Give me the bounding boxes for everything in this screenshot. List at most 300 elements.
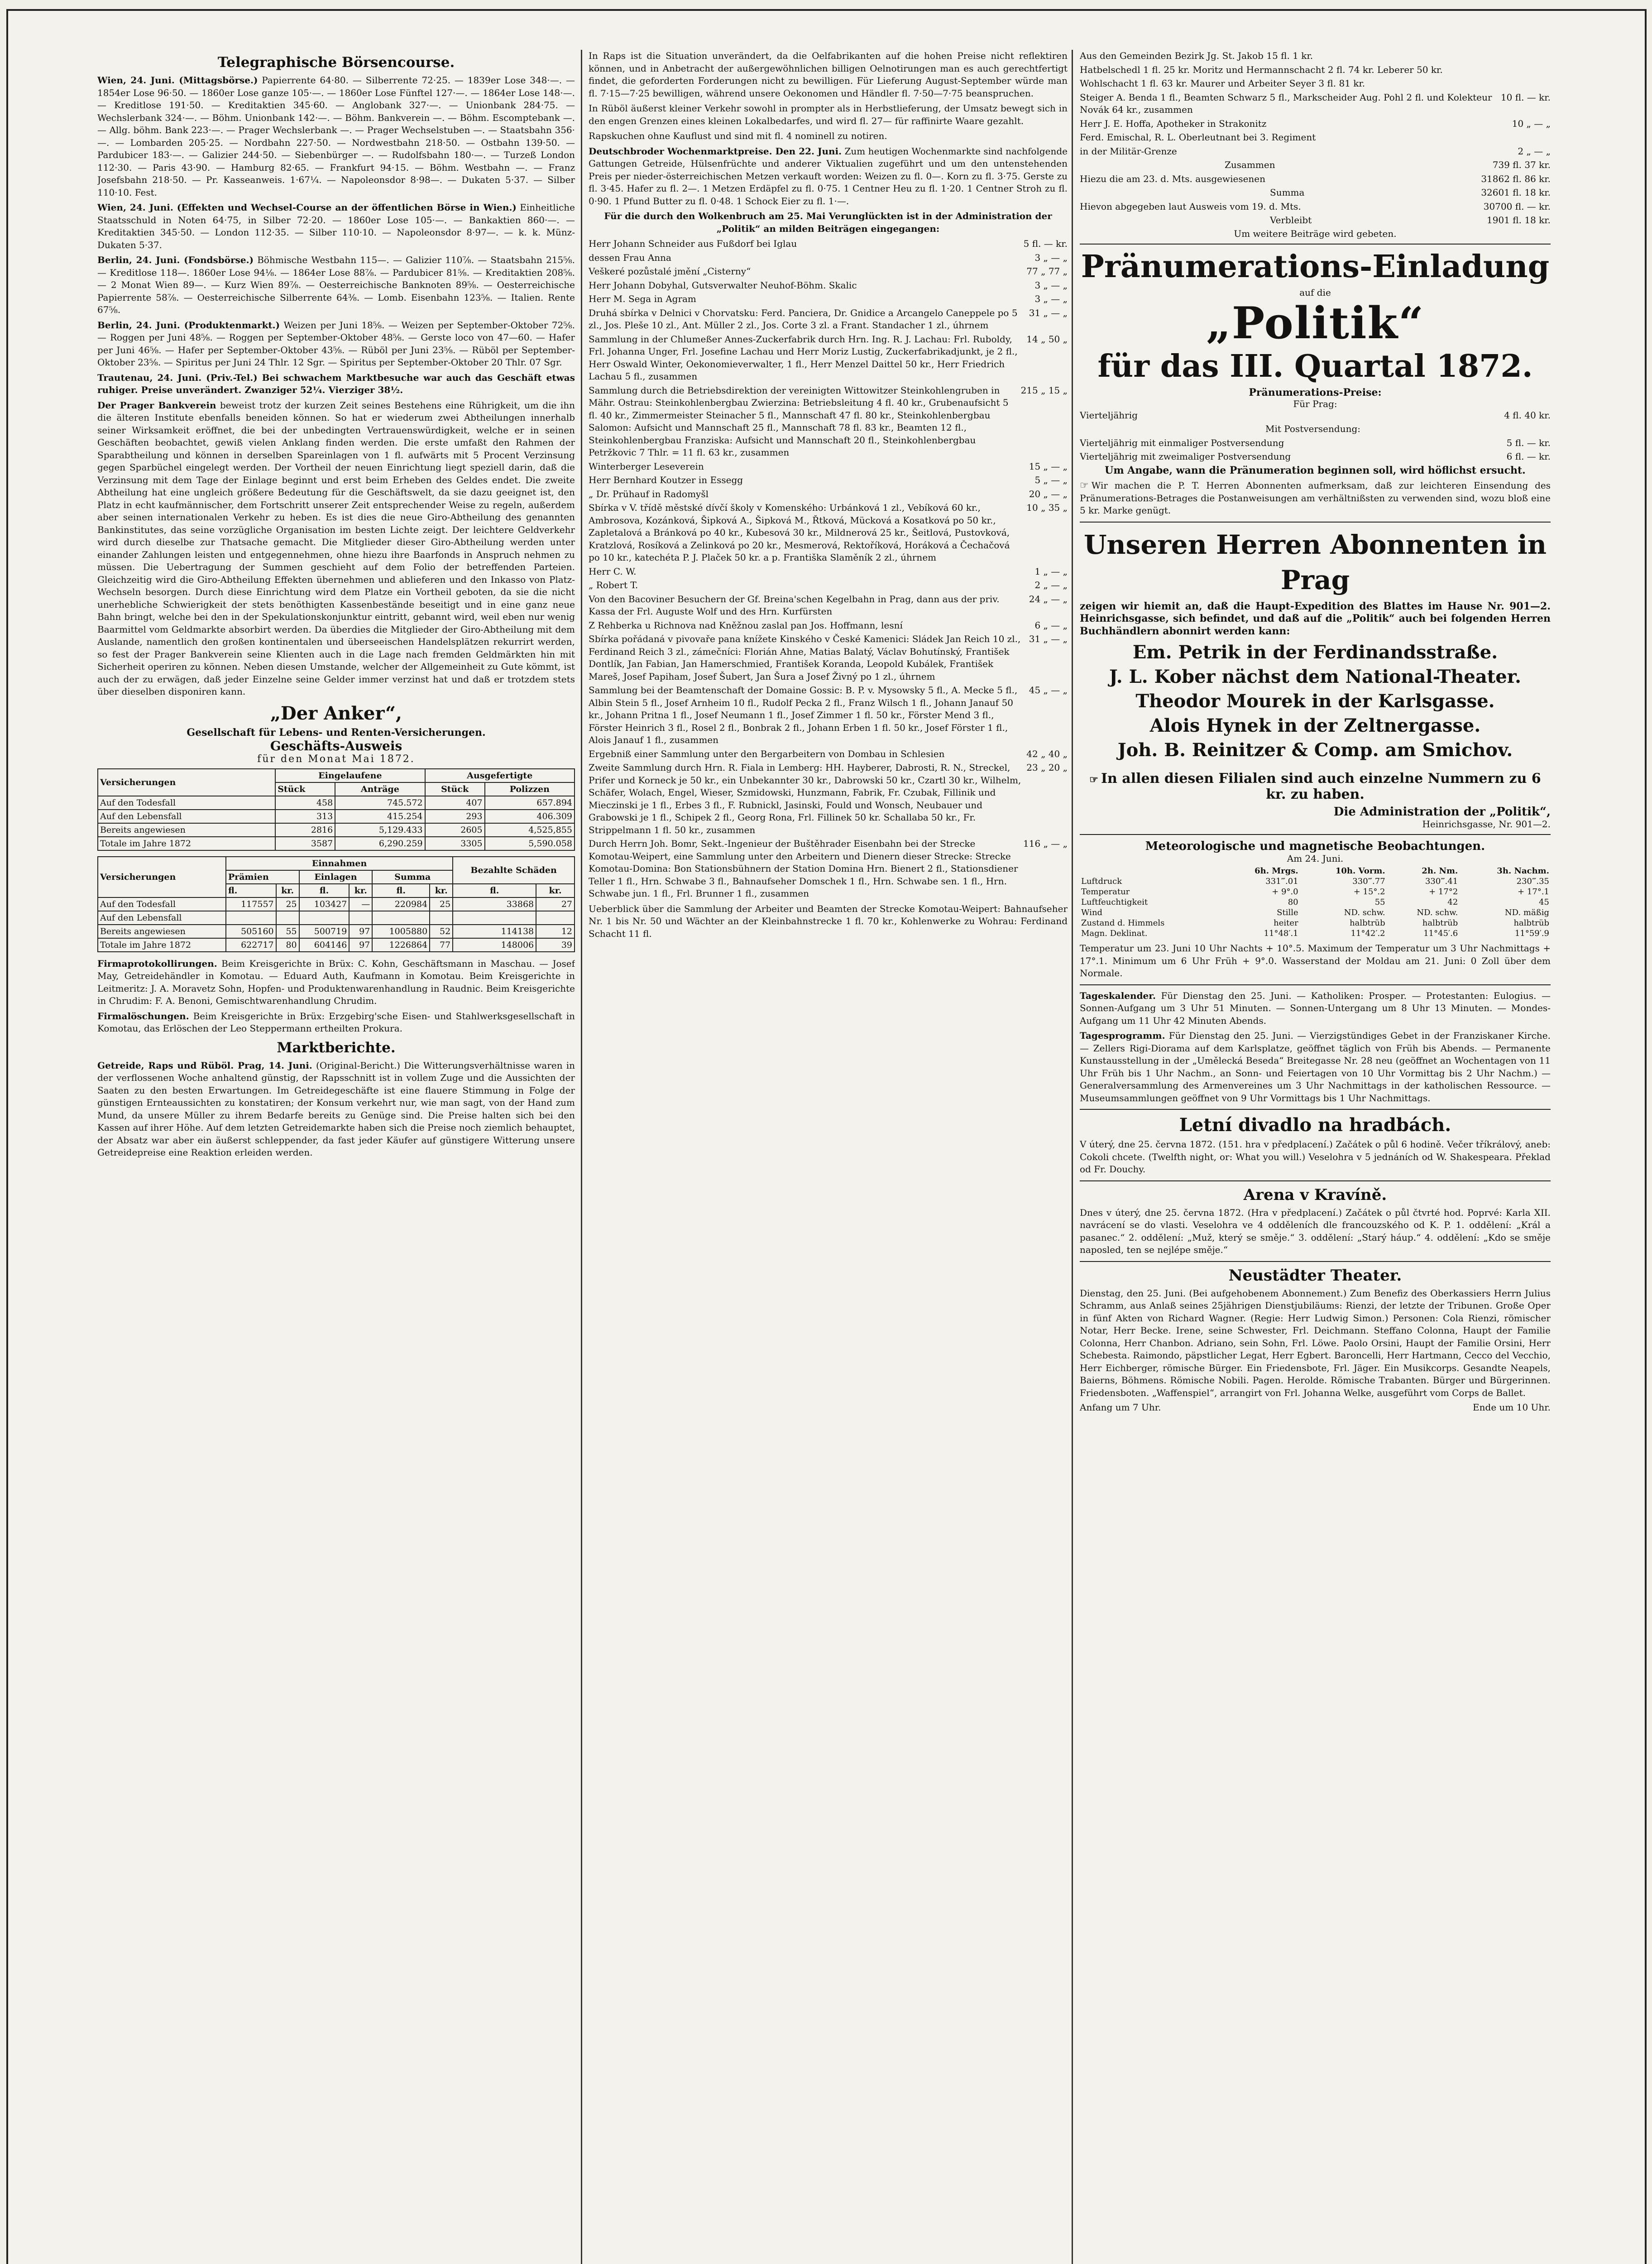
vienna1-header: Wien, 24. Juni. (Mittagsbörse.) (97, 75, 258, 86)
table-cell: 55 (1374, 897, 1385, 907)
divider (1080, 1180, 1551, 1181)
table-cell: 148006 (453, 938, 536, 952)
anfang-label: Anfang um 7 Uhr. (1080, 1402, 1161, 1413)
donor-text: Sammlung in der Chlumeßer Annes-Zuckerfabrik durch Hrn. Ing. R. J. Lachau: Frl. Ruboldy, Frl. Johanna Unger, Frl. Josefine Lachau und Herr Moriz Lustig, Zuckerfabrikadjunkt, je 2 fl., Herr Oswald Winter, Oekonomieverwalter, 1 fl., Herr Menzel Daittel 50 kr., Herr Friedrich Lachau 5 fl., zusammen (589, 333, 1018, 382)
donor-text: Herr J. E. Hoffa, Apotheker in Strakonitz (1080, 118, 1267, 129)
table-cell: 415.254 (335, 810, 425, 823)
table-cell (299, 911, 350, 925)
total-amount: 1901 fl. 18 kr. (1487, 215, 1551, 225)
table-header: fl. (226, 884, 276, 897)
divider (1080, 1261, 1551, 1262)
table-cell: 11°42′.2 (1350, 929, 1385, 938)
anker-subtitle: Gesellschaft für Lebens- und Renten-Versicherungen. (187, 726, 486, 739)
table-header: 2h. Nm. (1422, 866, 1458, 876)
donor-text: Z Rehberka u Richnova nad Kněžnou zaslal pan Jos. Hoffmann, lesní (589, 619, 903, 631)
donor-text: Sammlung durch die Betriebsdirektion der vereinigten Wittowitzer Steinkohlengruben in Mähr. Ostrau: Steinkohlenbergbau Zwierzina: Betriebsleitung 4 fl. 40 kr., Grubenaufsicht 5 fl. 40 kr., Zimmermeister Steinacher 5 fl., Mannschaft 47 fl. 80 kr., Steinkohlenbergbau Salomon: Aufsicht und Mannschaft 25 fl., Mannschaft 78 fl. 83 kr., Beamten 12 fl., Steinkohlenbergbau Franziska: Aufsicht und Mannschaft 20 fl., Steinkohlenbergbau Petržkovic 7 Thlr. = 11 fl. 63 kr., zusammen (589, 384, 1009, 458)
admin-address: Heinrichsgasse, Nr. 901—2. (1422, 819, 1551, 830)
donor-text: Sbírka v V. třídě městské dívčí školy v Komenského: Urbánková 1 zl., Vebíková 60 kr., Ambrosova, Kozánková, Šipková A., Šipková M., Řtková, Mücková a Kosatková po 50 kr., Zapletalová a Bránková po 40 kr., Kubesová 30 kr., Mildnerová 25 kr., Šeitlová, Pustovková, Kratzlová, Rosíková a Zelinková po 20 kr., Mesmerová, Rektoříková, Horáková a Čechačová po 10 kr., katechéta P. J. Plaček 50 kr. a p. Františka Slaměník 2 zl., úhrnem (589, 502, 1010, 563)
table-row (98, 796, 575, 810)
tagesprogramm-body: Für Dienstag den 25. Juni. — Vierzigstündiges Gebet in der Franziskaner Kirche. — Zellers Rigi-Diorama auf dem Karlsplatze, geöffnet täglich von Früh bis Abends. — Permanente Kunstausstellung in der „Umělecká Beseda“ Breitegasse Nr. 28 neu (geöffnet an Wochentagen von 11 Uhr Früh bis 1 Uhr Nachm., an Sonn- und Feiertagen von 10 Uhr Vormittag bis 2 Uhr Nachm.) — Generalversammlung des Armenvereines um 3 Uhr Nachmittags in der katholischen Ressource. — Museumsammlungen geöffnet von 9 Uhr Vormittags bis 1 Uhr Nachmittags. (1080, 1030, 1551, 1103)
table-cell: 12 (536, 925, 575, 938)
list-item (589, 293, 1068, 306)
list-item (589, 838, 1068, 900)
total-label: Summa (1270, 187, 1305, 198)
donor-amount: 6 „ — „ (1034, 619, 1068, 631)
table-header: Versicherungen (98, 769, 275, 796)
table-row (1080, 887, 1551, 897)
table-row (98, 823, 575, 837)
table-cell: 313 (275, 810, 335, 823)
divider (1080, 244, 1551, 245)
table-row (98, 938, 575, 952)
berlin1-header: Berlin, 24. Juni. (Fondsbörse.) (97, 254, 254, 265)
table-row (98, 911, 575, 925)
divider (1080, 834, 1551, 835)
table-cell: + 9°.0 (1272, 887, 1298, 897)
total-amount: 30700 fl. — kr. (1483, 201, 1551, 212)
donor-text: „ Robert T. (589, 580, 638, 590)
donor-text: Herr Johann Schneider aus Fußdorf bei Iglau (589, 238, 797, 249)
shop-item: J. L. Kober nächst dem National-Theater. (1109, 666, 1522, 687)
list-item (589, 488, 1068, 501)
table-cell: 52 (430, 925, 453, 938)
table-cell: Bereits angewiesen (98, 925, 226, 938)
donor-text: Sbírka pořádaná v pivovaře pana knížete Kinského v České Kamenici: Sládek Jan Reich 10 zl., Ferdinand Reich 3 zl., zámečníci: Florián Ahne, Matias Balatý, Václav Bohutínský, František Dontlík, Jan Fabian, Jan Hamerschmied, František Koranda, Leopold Kubálek, František Mareš, Josef Papiham, Josef Šubert, Jan Šura a Josef Živný po 1 zl., úhrnem (589, 633, 1021, 682)
donor-text: Ferd. Emischal, R. L. Oberleutnant bei 3. Regiment (1080, 132, 1316, 143)
donor-text: Herr C. W. (589, 566, 637, 577)
pointing-hand-icon: ☞ (1089, 774, 1098, 786)
donor-amount: 10 „ — „ (1512, 118, 1551, 129)
berlin2-header: Berlin, 24. Juni. (Produktenmarkt.) (97, 319, 280, 331)
list-item (589, 474, 1068, 487)
table-cell (372, 911, 430, 925)
table-cell (430, 911, 453, 925)
table-header: kr. (430, 884, 453, 897)
fuer-prag: Für Prag: (1293, 398, 1337, 409)
donor-amount: 20 „ — „ (1029, 488, 1068, 499)
donor-text: Ergebniß einer Sammlung unter den Bergarbeitern von Dombau in Schlesien (589, 748, 945, 759)
table-cell (276, 911, 299, 925)
donor-amount: 10 „ 35 „ (1026, 502, 1068, 513)
table-cell: Luftdruck (1081, 877, 1122, 886)
table-cell: 103427 (299, 897, 350, 911)
price-amount: 4 fl. 40 kr. (1504, 409, 1551, 421)
total-label: Hiezu die am 23. d. Mts. ausgewiesenen (1080, 173, 1266, 184)
list-item (589, 566, 1068, 578)
total-row (1080, 201, 1551, 213)
table-cell (226, 911, 276, 925)
table-cell: 27 (536, 897, 575, 911)
donor-text: Sammlung bei der Beamtenschaft der Domaine Gossic: B. P. v. Mysowsky 5 fl., A. Mecke 5 fl., Albin Stein 5 fl., Josef Arnheim 10 fl., Rudolf Pecka 2 fl., Franz Wilsch 1 fl., Johann Janauf 50 kr., Johann Pritna 1 fl., Josef Neumann 1 fl., Josef Zimmer 1 fl. 50 kr., Förster Mend 3 fl., Förster Heinrich 3 fl., Rosel 2 fl., Bonbrak 2 fl., Johann Erben 1 fl. 50 kr., Josef Förster 1 fl., Alois Janauf 1 fl., zusammen (589, 685, 1018, 745)
table-cell: 114138 (453, 925, 536, 938)
bankverein-body: beweist trotz der kurzen Zeit seines Bestehens eine Rührigkeit, um die ihn die älteren Institute ebenfalls beneiden können. So hat er wiederum zwei Abtheilungen innerhalb seiner Wirksamkeit eröffnet, die bei der unbedingten Vertrauenswürdigkeit, welche er in seinen Geschäften beobachtet, gewiß vielen Anklang finden werden. Die erste umfaßt den Rahmen der Sparabtheilung und können in derselben Spareinlagen von 1 fl. aufwärts mit 5 Procent Verzinsung gegen Sparbüchel eingelegt werden. Der Vortheil der neuen Einrichtung liegt speziell darin, daß die Verzinsung mit dem Tage der Einlage beginnt und erst beim Erheben des Geldes endet. Die zweite Abtheilung hat eine ungleich größere Bedeutung für die Geschäftswelt, da sie dazu geeignet ist, den Platz in echt kaufmännischer, dem Fortschritt unserer Zeit entsprechender Weise zu regeln, außerdem aber seinen internationalen Verkehr zu heben. Es ist dies die neue Giro-Abtheilung des genannten Bankinstitutes, das seine vorzügliche Organisation im besten Lichte zeigt. Der leichtere Geldverkehr wird durch dieselbe zur Thatsache gemacht. Die Mitglieder dieser Giro-Abtheilung werden unter einander Zahlungen leisten und entgegennehmen, ohne hiezu ihre Baarfonds in Anspruch nehmen zu müssen. Die Uebertragung der Summen geschieht auf dem Folio der betreffenden Parteien. Gleichzeitig wird die Giro-Abtheilung Effekten übernehmen und ablieferen und den Inkasso von Platz-Wechseln besorgen. Durch diese Einrichtung wird dem Platze ein Vortheil geboten, da sie die nicht unerhebliche Schwierigkeit der stets benöthigten Kassenbestände beseitigt und in eine ganz neue Bahn bringt, welche bei den in der Spekulationskonjunktur eintritt, gebannt wird, weil eben nur wenig Baarmittel vom Geldmarkte absorbirt werden. Da überdies die Mitglieder der Giro-Abtheilung mit dem Auslande, namentlich den großen kontinentalen und überseeischen Handelsplätzen rekurrirt werden, so fest der Prager Bankverein seine Klienten auch in die Lage nach fremden Geldmärkten hin mit Sicherheit operiren zu können. Neben diesen Umstande, welcher der Allgemeinheit zu Gute kömmt, ist auch der zu erwägen, daß jeder Einzelne seine Gelder immer verzinst hat und daß er trotzdem stets über dieselben disponiren kann. (97, 399, 575, 697)
table-cell: + 15°.2 (1353, 887, 1385, 897)
anker-title: „Der Anker“, (270, 702, 402, 724)
donor-text: Herr M. Sega in Agram (589, 293, 696, 304)
table-cell: Wind (1081, 908, 1103, 917)
table-cell: Zustand d. Himmels (1081, 918, 1165, 928)
table-cell: + 17°2 (1429, 887, 1458, 897)
table-cell: 33868 (453, 897, 536, 911)
anker-month: für den Monat Mai 1872. (257, 753, 415, 765)
table-header: 10h. Vorm. (1335, 866, 1385, 876)
arena-body: Dnes v úterý, dne 25. června 1872. (Hra v předplacení.) Začátek o půl čtvrté hod. Poprvé: Karla XII. navrácení se do vlasti. Veselohra ve 4 odděleních dle francouzského od K. P. 1. oddělení: „Král a pasanec.“ 2. oddělení: „Muž, který se směje.“ 3. oddělení: „Starý háup.“ 4. oddělení: „Kdo se směje naposled, ten se nejlépe směje.“ (1080, 1207, 1551, 1255)
top-list (1080, 50, 1551, 158)
abonnenten-title: Unseren Herren Abonnenten in Prag (1083, 529, 1547, 595)
shop-item: Joh. B. Reinitzer & Comp. am Smichov. (1117, 739, 1513, 761)
praenumeration-title: Pränumerations-Einladung (1081, 248, 1550, 285)
list-item (1080, 77, 1551, 90)
weitere-note: Um weitere Beiträge wird gebeten. (1234, 228, 1397, 239)
donor-amount: 15 „ — „ (1029, 460, 1068, 472)
markt-header: Marktberichte. (277, 1039, 396, 1056)
pointing-hand-icon: ☞ (1080, 480, 1089, 491)
loeschung-header: Firmalöschungen. (97, 1010, 189, 1022)
table-cell: 6,290.259 (335, 837, 425, 850)
total-row (1080, 159, 1551, 172)
donor-text: Zweite Sammlung durch Hrn. R. Fiala in Lemberg: HH. Hayberer, Dabrosti, R. N., Streckel, Prifer und Korneck je 50 kr., ein Unbekannter 30 kr., Dabrowski 50 kr., Czartl 30 kr., Wilhelm, Schäfer, Wolach, Engel, Wieser, Szmidowski, Hunzmann, Fabrik, Fr. Czubak, Fillinik und Mieczinski je 1 fl., Erbes 3 fl., F. Rubnickl, Jasinski, Fould und Wonsch, Neubauer und Grabowski je 1 fl., Schipek 2 fl., Georg Rona, Frl. Fillinek 50 kr. Schallaba 50 kr., Fr. Strippelmann 1 fl. 50 kr., zusammen (589, 762, 1021, 835)
trautenau-body: Bei schwachem Marktbesuche war auch das Geschäft etwas ruhiger. Preise unverändert. Zwanziger 52¼. Vierziger 38½. (97, 372, 575, 395)
table-cell: Bereits angewiesen (98, 823, 275, 837)
total-label: Zusammen (1225, 159, 1275, 170)
neustaedter-body: Dienstag, den 25. Juni. (Bei aufgehobenem Abonnement.) Zum Benefiz des Oberkassiers Herrn Julius Schramm, aus Anlaß seines 25jährigen Dienstjubiläums: Rienzi, der letzte der Tribunen. Große Oper in fünf Akten von Richard Wagner. (Regie: Herr Ludwig Simon.) Personen: Cola Rienzi, römischer Notar, Herr Becke. Irene, seine Schwester, Frl. Deichmann. Steffano Colonna, Haupt der Familie Colonna, Herr Chanbon. Adriano, sein Sohn, Frl. Löwe. Paolo Orsini, Haupt der Familie Orsini, Herr Schebesta. Raimondo, päpstlicher Legat, Herr Egbert. Baroncelli, Herr Hartmann, Cecco del Vecchio, Herr Eichberger, römische Bürger. Ein Friedensbote, Frl. Jäger. Ein Musikcorps. Gesandte Neapels, Baierns, Böhmens. Römische Nobili. Pagen. Herolde. Römische Trabanten. Bürger und Bürgerinnen. Friedensboten. „Waffenspiel“, arrangirt von Frl. Johanna Welke, ausgeführt vom Corps de Ballet. (1080, 1287, 1551, 1398)
total-amount: 31862 fl. 86 kr. (1481, 173, 1551, 184)
table-cell: 407 (425, 796, 485, 810)
price-label: Vierteljährig mit einmaliger Postversendung (1080, 437, 1284, 448)
donor-amount: 5 „ — „ (1034, 475, 1068, 485)
table-header: fl. (453, 884, 536, 897)
table-cell: ND. schw. (1344, 908, 1385, 917)
table-cell: Totale im Jahre 1872 (98, 837, 275, 850)
donor-text: Winterberger Leseverein (589, 460, 704, 472)
shop-item: Alois Hynek in der Zeltnergasse. (1149, 715, 1481, 736)
list-item (589, 279, 1068, 292)
table-cell: 3587 (275, 837, 335, 850)
bankverein-header: Der Prager Bankverein (97, 399, 216, 411)
rueboel-text: In Rüböl äußerst kleiner Verkehr sowohl in prompter als in Herbstlieferung, der Umsatz bewegt sich in den engen Grenzen eines kleinen Lokalbedarfes, und wird fl. 27— für raffinirte Waare gezahlt. (589, 103, 1068, 126)
shop-item: Theodor Mourek in der Karlsgasse. (1135, 691, 1495, 712)
deutschbrod-body: Zum heutigen Wochenmarkte sind nachfolgende Gattungen Getreide, Hülsenfrüchte und anderer Viktualien zugeführt und um den untenstehenden Preis per nieder-österreichischen Metzen verkauft worden: Weizen zu fl. 0—. Korn zu fl. 3·75. Gerste zu fl. 3·45. Hafer zu fl. 2—. 1 Metzen Erdäpfel zu fl. 0·75. 1 Centner Heu zu fl. 1·20. 1 Centner Stroh zu fl. 0·90. 1 Pfund Butter zu fl. 0·48. 1 Schock Eier zu fl. 1·—. (589, 145, 1068, 206)
column-right (1080, 50, 1551, 2264)
raps-total-note: Ueberblick über die Sammlung der Arbeiter und Beamten der Strecke Komotau-Weipert: Bahnaufseher Nr. 1 bis Nr. 50 und Wächter an der Kleinbahnstrecke 1 fl. 70 kr., Kohlenwerke zu Wohrau: Ferdinand Schacht 11 fl. (589, 903, 1068, 939)
tagesprogramm-title: Tagesprogramm. (1080, 1030, 1165, 1041)
ende-label: Ende um 10 Uhr. (1473, 1402, 1551, 1413)
column-divider (581, 50, 582, 2264)
total-row (1080, 173, 1551, 186)
table-row (98, 897, 575, 911)
vienna2-header: Wien, 24. Juni. (Effekten und Wechsel-Course an der öffentlichen Börse in Wien.) (97, 202, 517, 213)
donor-amount: 1 „ — „ (1034, 566, 1068, 577)
getreide-body: (Original-Bericht.) Die Witterungsverhältnisse waren in der verflossenen Woche anhaltend günstig, der Rapsschnitt ist in vollem Zuge und die Aussichten der Saaten zu den besten Erwartungen. Im Getreidegeschäfte ist eine flauere Stimmung in Folge der günstigen Ernteaussichten zu konstatiren; der Konsum verkehrt nur, wie man sagt, von der Hand zum Mund, da unsere Müller zu ihrem Bedarfe bereits zu Genüge sind. Die Preise halten sich bei den Kassen auf ihrer Höhe. Auf dem letzten Getreidemarkte haben sich die Preise noch ziemlich behauptet, der Absatz war aber ein äußerst schleppender, da fast jeder Käufer auf günstigere Witterung unsere Getreidepreise eine Reaktion erleiden werden. (97, 1060, 575, 1158)
table-cell: 406.309 (485, 810, 575, 823)
table-header: Summa (372, 870, 453, 884)
meteo-date: Am 24. Juni. (1287, 853, 1344, 864)
filial-note: In allen diesen Filialen sind auch einzelne Nummern zu 6 kr. zu haben. (1101, 771, 1541, 802)
table-cell: heiter (1274, 918, 1298, 928)
getreide-header: Getreide, Raps und Rüböl. Prag, 14. Juni. (97, 1060, 312, 1071)
table-header: Einlagen (299, 870, 373, 884)
table-header: 6h. Mrgs. (1255, 866, 1298, 876)
table-cell: 3305 (425, 837, 485, 850)
table-cell: 11°59′.9 (1514, 929, 1549, 938)
quartal-title: für das III. Quartal 1872. (1097, 348, 1533, 384)
list-item (589, 633, 1068, 683)
total-label: Verbleibt (1270, 215, 1312, 225)
donor-amount: 42 „ 40 „ (1026, 748, 1068, 759)
table-cell: 500719 (299, 925, 350, 938)
list-item (589, 579, 1068, 592)
table-cell: ND. mäßig (1504, 908, 1549, 917)
list-item (1080, 50, 1551, 62)
table-header: fl. (299, 884, 350, 897)
table-cell: 293 (425, 810, 485, 823)
table-cell: 42 (1447, 897, 1458, 907)
abonnenten-body: zeigen wir hiemit an, daß die Haupt-Expedition des Blattes im Hause Nr. 901—2. Heinrichsgasse, sich befindet, und daß auf die „Politik“ auch bei folgenden Herren Buchhändlern abonnirt werden kann: (1080, 600, 1551, 637)
column-middle (589, 50, 1068, 2264)
table-header: Polizzen (485, 782, 575, 796)
divider (1080, 1109, 1551, 1110)
table-row (1080, 928, 1551, 939)
list-item (589, 238, 1068, 250)
table-row (1080, 876, 1551, 887)
price-row (1080, 451, 1551, 463)
table-header: Einnahmen (226, 857, 453, 870)
shop-item: Em. Petrik in der Ferdinandsstraße. (1132, 642, 1498, 663)
total-label: Hievon abgegeben laut Ausweis vom 19. d. Mts. (1080, 201, 1301, 212)
neustaedter-title: Neustädter Theater. (1228, 1266, 1402, 1285)
table-cell: + 17°.1 (1518, 887, 1549, 897)
donor-amount: 77 „ 77 „ (1026, 266, 1068, 277)
donor-text: in der Militär-Grenze (1080, 145, 1177, 157)
table-cell: 5,129.433 (335, 823, 425, 837)
meteo-title: Meteorologische und magnetische Beobachtungen. (1145, 839, 1485, 853)
price-amount: 5 fl. — kr. (1506, 437, 1551, 448)
table-cell: 80 (276, 938, 299, 952)
donor-text: Wohlschacht 1 fl. 63 kr. Maurer und Arbeiter Seyer 3 fl. 81 kr. (1080, 78, 1365, 89)
table-cell: Auf den Lebensfall (98, 810, 275, 823)
list-item (589, 384, 1068, 459)
table-cell: 505160 (226, 925, 276, 938)
list-item (1080, 91, 1551, 116)
column-divider (1072, 50, 1073, 2264)
table-cell: Luftfeuchtigkeit (1081, 897, 1148, 907)
insurance-table (97, 768, 575, 851)
table-header: kr. (276, 884, 299, 897)
table-cell: 117557 (226, 897, 276, 911)
donor-text: Durch Herrn Joh. Bomr, Sekt.-Ingenieur der Buštěhrader Eisenbahn bei der Strecke Komotau-Weipert, eine Sammlung unter den Arbeitern und Dienern dieser Strecke: Strecke Komotau-Domina: Bon Stationsbühnern der Station Domina Hrn. Bienert 2 fl., Stationsdiener Teller 1 fl., Hrn. Schwabe 3 fl., Bahnaufseher Domschek 1 fl., Hrn. Schwabe sen. 1 fl., Hrn. Schwabe jun. 1 fl., Frl. Brunner 1 fl., zusammen (589, 838, 1018, 899)
table-cell: 604146 (299, 938, 350, 952)
table-cell (453, 911, 536, 925)
donor-text: Steiger A. Benda 1 fl., Beamten Schwarz 5 fl., Markscheider Aug. Pohl 2 fl. und Kolekteur Novák 64 kr., zusammen (1080, 91, 1492, 115)
donor-amount: 5 fl. — kr. (1023, 238, 1068, 249)
donor-amount: 2 „ — „ (1034, 580, 1068, 590)
total-amount: 739 fl. 37 kr. (1492, 159, 1551, 170)
table-cell: halbtrüb (1350, 918, 1385, 928)
total-row (1080, 187, 1551, 199)
table-cell: 458 (275, 796, 335, 810)
tageskalender-title: Tageskalender. (1080, 990, 1156, 1001)
list-item (1080, 131, 1551, 144)
total-amount: 32601 fl. 18 kr. (1481, 187, 1551, 198)
table-cell: 330‴.77 (1352, 877, 1385, 886)
admin-sign: Die Administration der „Politik“, (1333, 805, 1551, 819)
table-cell: 25 (276, 897, 299, 911)
vienna1-body: Papierrente 64·80. — Silberrente 72·25. — 1839er Lose 348·—. — 1854er Lose 96·50. — 1860er Lose ganze 105·—. — 1860er Lose Fünftel 127·—. — 1864er Lose 148·—. — Kreditlose 191·50. — Kreditaktien 345·60. — Anglobank 327·—. — Unionbank 284·75. — Wechslerbank 324·—. — Böhm. Unionbank 142·—. — Böhm. Bankverein —. — Böhm. Escomptebank —. — Allg. böhm. Bank 223·—. — Prager Wechslerbank —. — Prager Wechselstuben —. — Staatsbahn 356·—. — Lombarden 205·25. — Nordbahn 227·50. — Nordwestbahn 218·50. — Ostbahn 139·50. — Pardubicer 183·—. — Galizier 244·50. — Siebenbürger —. — Rudolfsbahn 180·—. — Turzeß London 112·30. — Paris 43·90. — Hamburg 82·65. — Frankfurt 94·15. — Böhm. Westbahn —. — Franz Josefsbahn 218·50. — Pr. Kasseanweis. 1·67¼. — Napoleonsdor 8·98—. — Dukaten 5·37. — Silber 110·10. Fest. (97, 75, 575, 198)
table-cell: 45 (1539, 897, 1549, 907)
donor-amount: 23 „ 20 „ (1026, 762, 1068, 773)
list-item (589, 333, 1068, 383)
table-header: Stück (425, 782, 485, 796)
list-item (589, 502, 1068, 564)
table-cell: Stille (1277, 908, 1298, 917)
donor-text: dessen Frau Anna (589, 252, 671, 263)
table-row (1080, 897, 1551, 907)
income-table (97, 856, 575, 952)
politik-title: „Politik“ (1206, 297, 1425, 349)
table-cell: 11°48′.1 (1264, 929, 1298, 938)
price-label: Mit Postversendung: (1265, 423, 1361, 434)
list-item (589, 762, 1068, 836)
price-amount: 6 fl. — kr. (1506, 451, 1551, 462)
berlin2-body: Weizen per Juni 18⅝. — Weizen per September-Oktober 72⅝. — Roggen per Juni 48⅝. — Roggen per September-Oktober 48⅝. — Gerste loco von 47—60. — Hafer per Juni 46⅝. — Hafer per September-Oktober 43⅝. — Rüböl per Juni 23⅝. — Rüböl per September-Oktober 23⅝. — Spiritus per Juni 24 Thlr. 12 Sgr. — Spiritus per September-Oktober 20 Thlr. 07 Sgr. (97, 319, 575, 368)
table-cell: ND. schw. (1417, 908, 1458, 917)
list-item (589, 684, 1068, 747)
table-header: Versicherungen (98, 857, 226, 897)
table-cell: 97 (349, 925, 372, 938)
deutschbrod-header: Deutschbroder Wochenmarktpreise. Den 22. Juni. (589, 145, 842, 157)
table-cell: Totale im Jahre 1872 (98, 938, 226, 952)
donor-amount: 45 „ — „ (1029, 685, 1068, 696)
tageskalender-body: Für Dienstag den 25. Juni. — Katholiken: Prosper. — Protestanten: Eulogius. — Sonnen-Aufgang um 3 Uhr 51 Minuten. — Sonnen-Untergang um 8 Uhr 13 Minuten. — Mondes-Aufgang um 11 Uhr 42 Minuten Abends. (1080, 990, 1551, 1026)
donor-amount: 215 „ 15 „ (1020, 384, 1068, 396)
donor-amount: 3 „ — „ (1034, 293, 1068, 304)
list-item (589, 252, 1068, 264)
table-cell (536, 911, 575, 925)
table-row (98, 925, 575, 938)
anker-report: Geschäfts-Ausweis (270, 738, 402, 753)
table-cell: 230‴.35 (1516, 877, 1549, 886)
table-cell: 77 (430, 938, 453, 952)
divider (1080, 522, 1551, 523)
list-item (589, 748, 1068, 761)
vienna2-body: Einheitliche Staatsschuld in Noten 64·75, in Silber 72·20. — 1860er Lose 105·—. — Bankaktien 860·—. — Kreditaktien 345·50. — London 112·35. — Silber 110·10. — Napoleonsdor 8·97—. — k. k. Münz-Dukaten 5·37. (97, 202, 575, 250)
list-item (589, 460, 1068, 473)
arena-title: Arena v Kravíně. (1243, 1185, 1387, 1204)
table-cell: 5,590.058 (485, 837, 575, 850)
list-item (589, 593, 1068, 618)
donor-text: „ Dr. Prühauf in Radomyšl (589, 488, 709, 499)
table-header: 3h. Nachm. (1497, 866, 1549, 876)
table-header: Ausgefertigte (425, 769, 575, 782)
table-cell: Auf den Todesfall (98, 897, 226, 911)
theater-times (1080, 1402, 1551, 1413)
list-item (1080, 145, 1551, 158)
total-row (1080, 214, 1551, 227)
wolkenbruch-intro: Für die durch den Wolkenbruch am 25. Mai Verunglückten ist in der Administration der „Politik“ an milden Beiträgen eingegangen: (604, 211, 1052, 234)
raps-intro: In Raps ist die Situation unverändert, da die Oelfabrikanten auf die hohen Preise nicht reflektiren können, und in Anbetracht der außergewöhnlichen billigen Oelnotirungen man es auch gerechtfertigt findet, die geforderten Forderungen nicht zu bewilligen. Für Lieferung August-September würde man fl. 7·15—7·25 bewilligen, während unsere Oekonomen und Händler fl. 7·50—7·75 beanspruchen. (589, 50, 1068, 99)
price-label: Vierteljährig mit zweimaliger Postversendung (1080, 451, 1291, 462)
list-item (589, 265, 1068, 278)
list-item (1080, 118, 1551, 130)
table-header: Stück (275, 782, 335, 796)
table-cell: 2605 (425, 823, 485, 837)
table-cell: 330‴.41 (1425, 877, 1458, 886)
angabe-note: Um Angabe, wann die Pränumeration beginnen soll, wird höflichst ersucht. (1105, 464, 1526, 476)
table-cell: 1005880 (372, 925, 430, 938)
loeschung-body: Beim Kreisgerichte in Brüx: Erzgebirg'sche Eisen- und Stahlwerksgesellschaft in Komotau, das Erlöschen der Leo Steppermann ertheilten Prokura. (97, 1010, 575, 1034)
table-cell: Auf den Todesfall (98, 796, 275, 810)
table-cell: — (349, 897, 372, 911)
table-row (1080, 907, 1551, 918)
donor-text: Herr Bernhard Koutzer in Essegg (589, 475, 743, 485)
donor-text: Von den Bacoviner Besuchern der Gf. Breina'schen Kegelbahn in Prag, dann aus der priv. Kassa der Frl. Auguste Wolf und des Hrn. Kurfürsten (589, 593, 1000, 617)
table-header: kr. (349, 884, 372, 897)
table-header: kr. (536, 884, 575, 897)
table-row (98, 837, 575, 850)
donor-amount: 24 „ — „ (1029, 593, 1068, 604)
list-item (589, 307, 1068, 332)
letni-title: Letní divadlo na hradbách. (1179, 1114, 1451, 1136)
table-row (98, 810, 575, 823)
table-cell: 97 (349, 938, 372, 952)
table-cell: 80 (1288, 897, 1298, 907)
table-header: Bezahlte Schäden (453, 857, 575, 884)
price-label: Vierteljährig (1080, 409, 1138, 421)
donor-amount: 31 „ — „ (1029, 633, 1068, 644)
table-cell: 220984 (372, 897, 430, 911)
donor-amount: 116 „ — „ (1023, 838, 1068, 849)
table-header: Eingelaufene (275, 769, 425, 782)
preise-header: Pränumerations-Preise: (1249, 386, 1382, 398)
table-cell: 331‴.01 (1265, 877, 1298, 886)
table-cell: Magn. Deklinat. (1081, 929, 1148, 938)
table-cell: 622717 (226, 938, 276, 952)
table-cell: halbtrüb (1513, 918, 1549, 928)
donor-text: Aus den Gemeinden Bezirk Jg. St. Jakob 15 fl. 1 kr. (1080, 50, 1313, 61)
table-cell: 39 (536, 938, 575, 952)
letni-body: V úterý, dne 25. června 1872. (151. hra v předplacení.) Začátek o půl 6 hodině. Večer tříkrálový, aneb: Cokoli chcete. (Twelfth night, or: What you will.) Veselohra v 5 jednáních od W. Shakespeara. Překlad od Fr. Douchy. (1080, 1139, 1551, 1175)
price-row (1080, 423, 1551, 436)
meteo-table (1080, 866, 1551, 939)
donor-amount: 2 „ — „ (1518, 145, 1551, 157)
table-cell: 4,525,855 (485, 823, 575, 837)
table-cell: 1226864 (372, 938, 430, 952)
divider (1080, 984, 1551, 985)
telegraph-title: Telegraphische Börsencourse. (217, 54, 455, 71)
donor-text: Veškeré pozůstalé jmění „Cisterny“ (589, 266, 751, 277)
table-cell: Auf den Lebensfall (98, 911, 226, 925)
donor-text: Druhá sbírka v Delnici v Chorvatsku: Ferd. Panciera, Dr. Gnidice a Arcangelo Caneppele po 5 zl., Jos. Pleše 10 zl., Ant. Müller 2 zl., Jos. Corte 3 zl. a Frant. Standacher 1 zl., úhrnem (589, 307, 1018, 331)
donor-text: Hatbelschedl 1 fl. 25 kr. Moritz und Hermannschacht 2 fl. 74 kr. Leberer 50 kr. (1080, 64, 1443, 75)
price-row (1080, 437, 1551, 450)
firmen-body: Beim Kreisgerichte in Brüx: C. Kohn, Geschäftsmann in Maschau. — Josef May, Getreidehändler in Komotau. — Eduard Auth, Kaufmann in Komotau. Beim Kreisgerichte in Leitmeritz: J. A. Moravetz Sohn, Hopfen- und Produktenwarenhandlung in Raudnic. Beim Kreisgerichte in Chrudim: F. A. Benoni, Gemischtwarenhandlung Chrudim. (97, 958, 575, 1006)
table-header: Prämien (226, 870, 299, 884)
list-item (589, 619, 1068, 632)
table-cell: 55 (276, 925, 299, 938)
auf-die: auf die (1299, 287, 1331, 298)
table-cell: 25 (430, 897, 453, 911)
donor-amount: 3 „ — „ (1034, 279, 1068, 291)
price-row (1080, 409, 1551, 422)
donor-amount: 14 „ 50 „ (1026, 333, 1068, 345)
donor-amount: 31 „ — „ (1029, 307, 1068, 318)
table-cell: 2816 (275, 823, 335, 837)
table-cell: 657.894 (485, 796, 575, 810)
table-cell (349, 911, 372, 925)
trautenau-header: Trautenau, 24. Juni. (Priv.-Tel.) (97, 372, 258, 383)
table-header: fl. (372, 884, 430, 897)
table-cell: 11°45′.6 (1423, 929, 1458, 938)
